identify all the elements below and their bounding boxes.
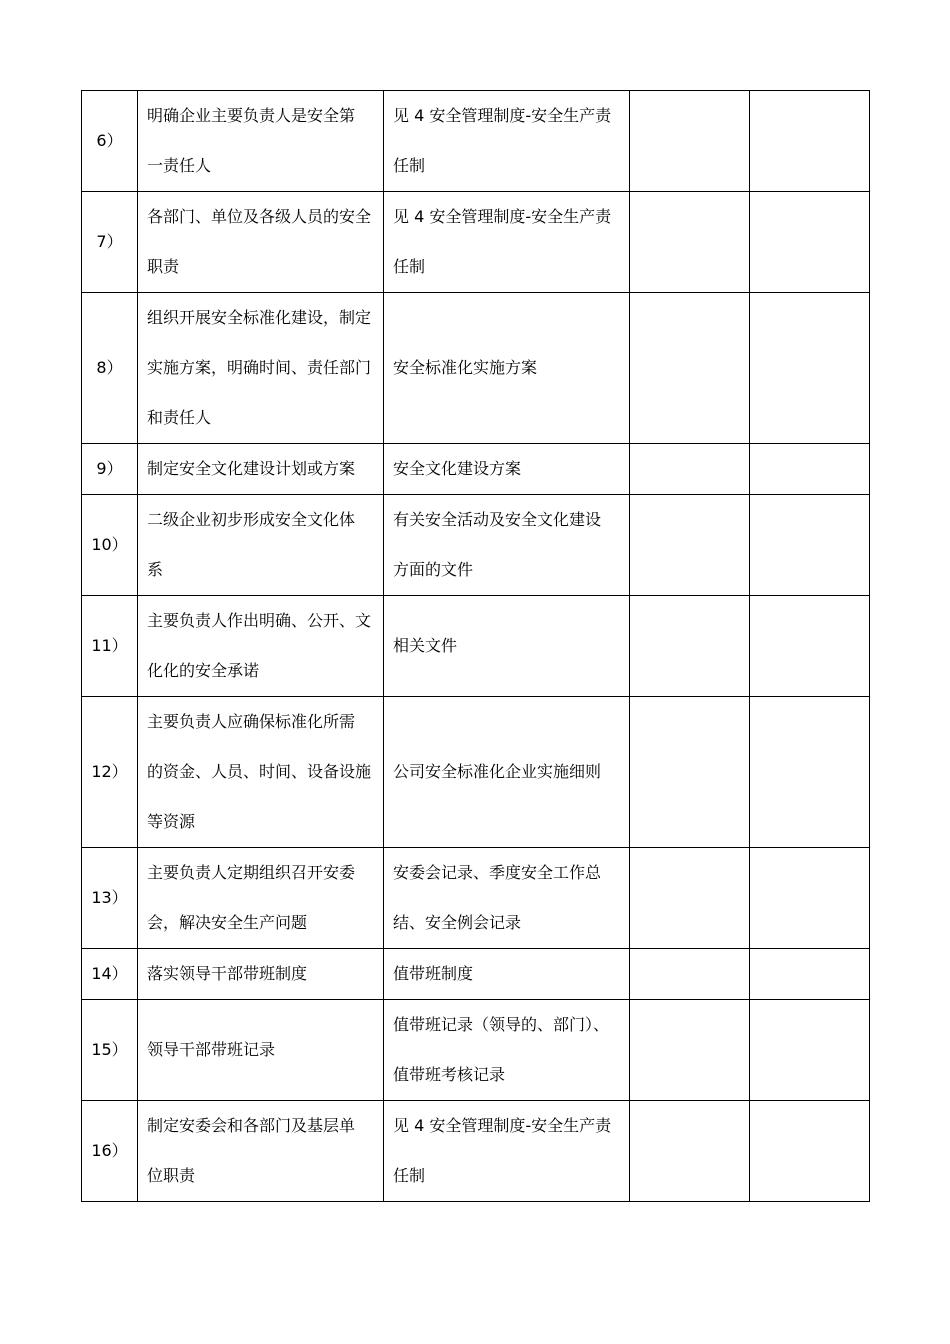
blank-cell	[630, 697, 750, 848]
table-row	[82, 949, 870, 1000]
evidence-cell	[384, 596, 630, 697]
blank-cell	[750, 192, 870, 293]
requirement-cell	[138, 444, 384, 495]
requirement-cell-text: 各部门、单位及各级人员的安全 职责	[147, 207, 372, 276]
row-number-cell-text: 13）	[91, 888, 128, 907]
row-number-cell-text: 16）	[91, 1141, 128, 1160]
blank-cell	[630, 596, 750, 697]
evidence-cell-text: 安委会记录、季度安全工作总 结、安全例会记录	[393, 863, 602, 932]
evidence-cell	[384, 192, 630, 293]
table-row	[82, 1000, 870, 1101]
requirement-cell	[138, 697, 384, 848]
table-row	[82, 697, 870, 848]
evidence-cell	[384, 444, 630, 495]
blank-cell	[750, 293, 870, 444]
evidence-cell-text: 见 4 安全管理制度-安全生产责 任制	[393, 1116, 612, 1185]
row-number-cell	[82, 697, 138, 848]
blank-cell	[750, 91, 870, 192]
blank-cell	[750, 1000, 870, 1101]
row-number-cell	[82, 495, 138, 596]
requirement-cell-text: 制定安全文化建设计划或方案	[147, 459, 356, 478]
evidence-cell	[384, 1101, 630, 1202]
evidence-cell-text: 安全标准化实施方案	[393, 358, 538, 377]
evidence-cell-text: 有关安全活动及安全文化建设 方面的文件	[393, 510, 602, 579]
requirement-cell	[138, 1101, 384, 1202]
table-row	[82, 192, 870, 293]
row-number-cell-text: 14）	[91, 964, 128, 983]
table-row	[82, 495, 870, 596]
evidence-cell	[384, 495, 630, 596]
evidence-cell	[384, 697, 630, 848]
requirement-cell	[138, 1000, 384, 1101]
row-number-cell	[82, 444, 138, 495]
evidence-cell-text: 见 4 安全管理制度-安全生产责 任制	[393, 106, 612, 175]
blank-cell	[630, 1101, 750, 1202]
table-row	[82, 293, 870, 444]
row-number-cell-text: 8）	[96, 358, 123, 377]
requirement-cell	[138, 949, 384, 1000]
row-number-cell	[82, 949, 138, 1000]
row-number-cell-text: 6）	[96, 131, 123, 150]
table-row	[82, 91, 870, 192]
table-row	[82, 1101, 870, 1202]
row-number-cell-text: 12）	[91, 762, 128, 781]
requirement-cell-text: 明确企业主要负责人是安全第 一责任人	[147, 106, 356, 175]
blank-cell	[750, 697, 870, 848]
blank-cell	[750, 848, 870, 949]
requirement-cell	[138, 91, 384, 192]
requirement-cell	[138, 192, 384, 293]
evidence-cell-text: 值带班制度	[393, 964, 474, 983]
requirement-cell-text: 制定安委会和各部门及基层单 位职责	[147, 1116, 356, 1185]
blank-cell	[630, 495, 750, 596]
evidence-cell-text: 相关文件	[393, 636, 458, 655]
evidence-cell	[384, 91, 630, 192]
row-number-cell	[82, 848, 138, 949]
row-number-cell-text: 15）	[91, 1040, 128, 1059]
requirement-cell-text: 落实领导干部带班制度	[147, 964, 308, 983]
blank-cell	[630, 192, 750, 293]
row-number-cell-text: 11）	[91, 636, 128, 655]
blank-cell	[630, 1000, 750, 1101]
blank-cell	[630, 848, 750, 949]
blank-cell	[750, 949, 870, 1000]
evidence-cell-text: 公司安全标准化企业实施细则	[393, 762, 602, 781]
blank-cell	[750, 596, 870, 697]
evidence-cell-text: 见 4 安全管理制度-安全生产责 任制	[393, 207, 612, 276]
blank-cell	[630, 444, 750, 495]
row-number-cell	[82, 293, 138, 444]
requirement-cell-text: 领导干部带班记录	[147, 1040, 276, 1059]
row-number-cell	[82, 91, 138, 192]
checklist-table-body	[82, 91, 870, 1202]
evidence-cell-text: 安全文化建设方案	[393, 459, 522, 478]
row-number-cell	[82, 192, 138, 293]
evidence-cell	[384, 293, 630, 444]
evidence-cell-text: 值带班记录（领导的、部门）、 值带班考核记录	[393, 1015, 610, 1084]
checklist-table	[81, 90, 870, 1202]
evidence-cell	[384, 949, 630, 1000]
requirement-cell-text: 主要负责人作出明确、公开、文 化化的安全承诺	[147, 611, 372, 680]
row-number-cell-text: 10）	[91, 535, 128, 554]
requirement-cell-text: 组织开展安全标准化建设，制定 实施方案，明确时间、责任部门 和责任人	[147, 308, 372, 427]
blank-cell	[630, 91, 750, 192]
requirement-cell-text: 主要负责人定期组织召开安委 会，解决安全生产问题	[147, 863, 356, 932]
row-number-cell-text: 7）	[96, 232, 123, 251]
requirement-cell-text: 主要负责人应确保标准化所需 的资金、人员、时间、设备设施 等资源	[147, 712, 372, 831]
evidence-cell	[384, 848, 630, 949]
requirement-cell	[138, 848, 384, 949]
table-row	[82, 444, 870, 495]
row-number-cell	[82, 596, 138, 697]
blank-cell	[750, 495, 870, 596]
evidence-cell	[384, 1000, 630, 1101]
row-number-cell	[82, 1101, 138, 1202]
table-row	[82, 848, 870, 949]
blank-cell	[630, 949, 750, 1000]
requirement-cell	[138, 596, 384, 697]
table-row	[82, 596, 870, 697]
row-number-cell	[82, 1000, 138, 1101]
row-number-cell-text: 9）	[96, 459, 123, 478]
blank-cell	[750, 1101, 870, 1202]
requirement-cell-text: 二级企业初步形成安全文化体 系	[147, 510, 356, 579]
blank-cell	[750, 444, 870, 495]
requirement-cell	[138, 495, 384, 596]
requirement-cell	[138, 293, 384, 444]
blank-cell	[630, 293, 750, 444]
